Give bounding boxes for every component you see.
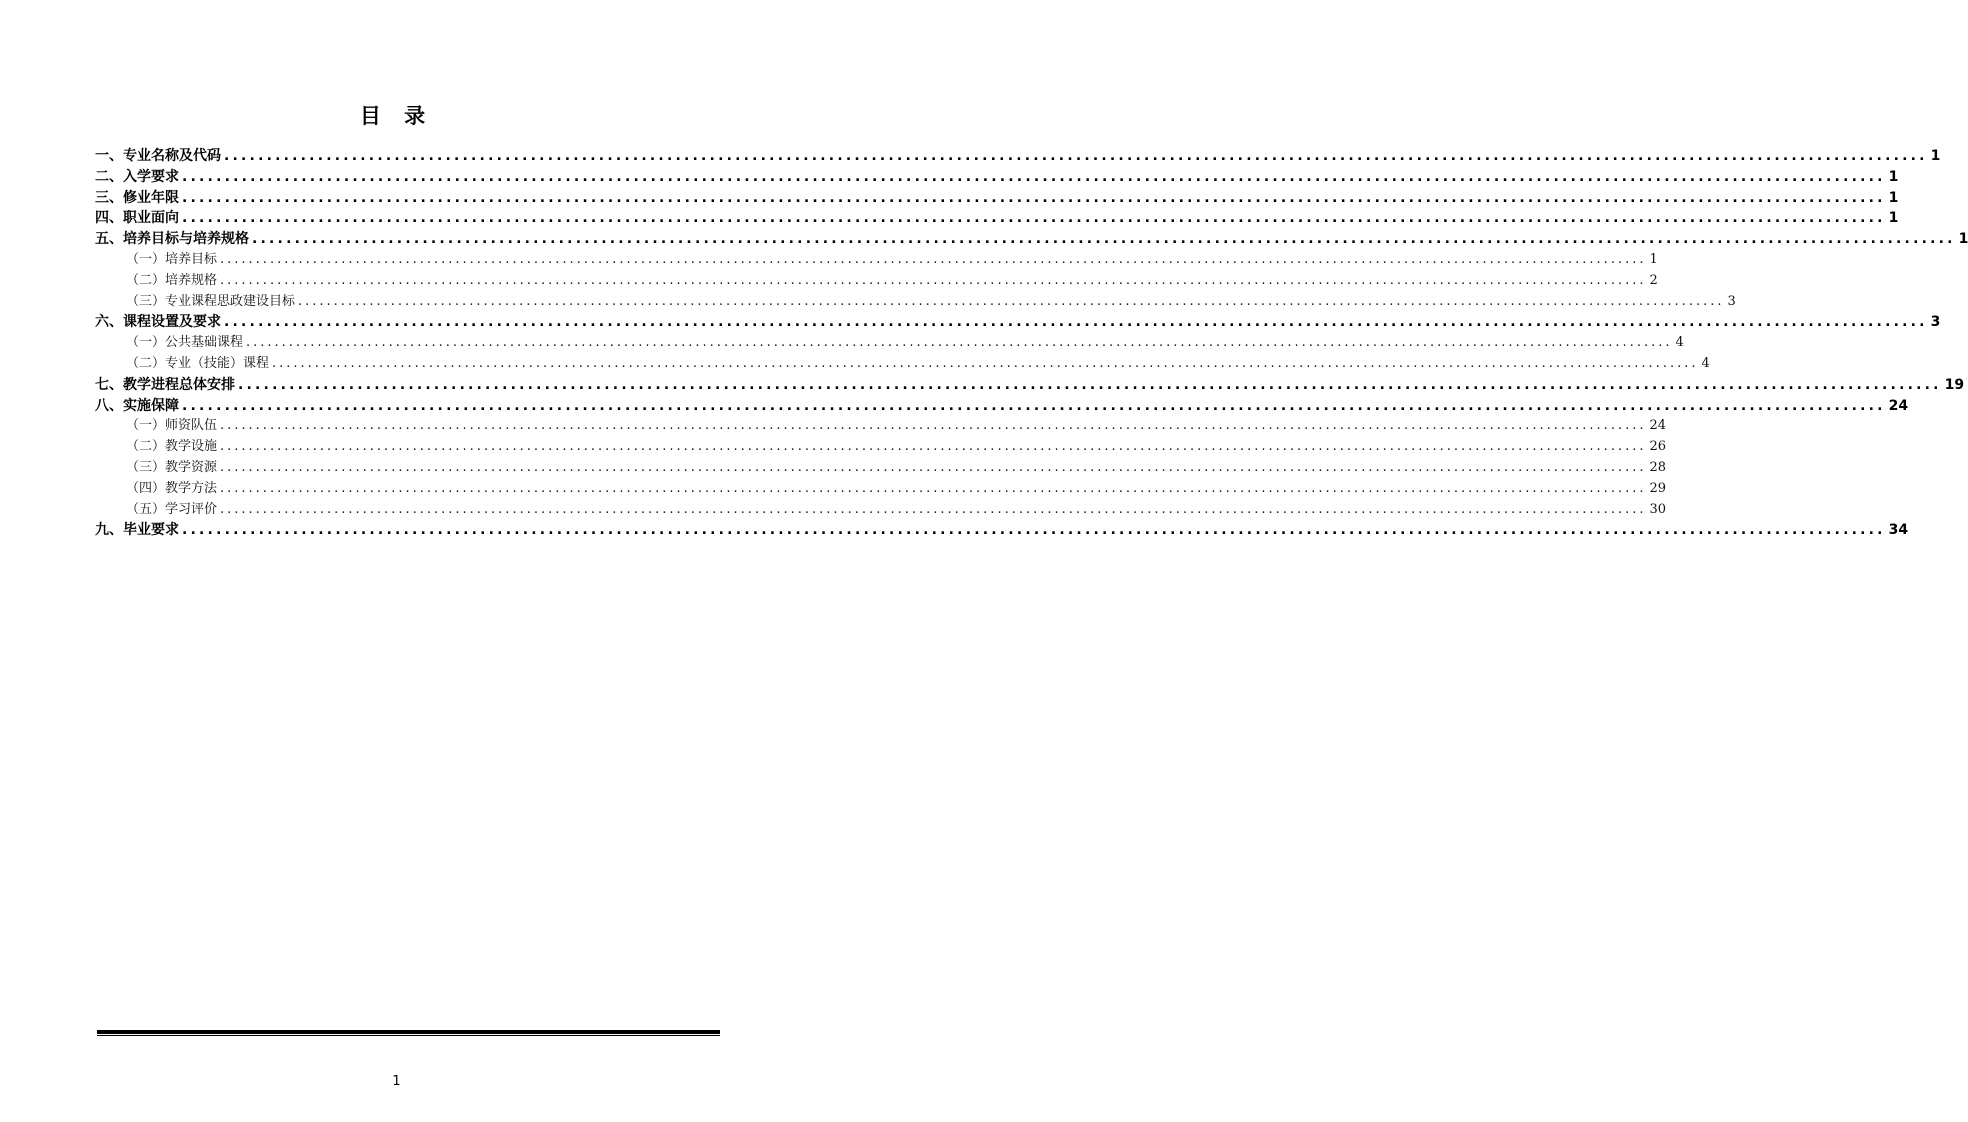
toc-entry[interactable] [95,188,1899,209]
toc-dot-leader: ........................................................................................................................................................................................................ [220,272,1647,288]
toc-entry-label: 五、培养目标与培养规格 [95,231,249,248]
toc-entry-page: 1 [1888,210,1899,227]
table-of-contents [95,146,1968,541]
toc-entry[interactable] [95,208,1899,229]
toc-entry-page: 1 [1649,251,1658,267]
page-number: 1 [392,1074,401,1089]
toc-dot-leader: ........................................................................................................................................................................................................ [182,522,1886,539]
toc-entry[interactable] [95,500,1667,521]
toc-dot-leader: ........................................................................................................................................................................................................ [224,314,1928,331]
toc-entry-page: 29 [1649,480,1667,496]
toc-entry-page: 1 [1958,231,1968,248]
toc-dot-leader: ........................................................................................................................................................................................................ [182,210,1886,227]
toc-entry[interactable] [95,312,1941,333]
toc-entry-page: 3 [1727,293,1736,309]
toc-entry[interactable] [95,146,1941,167]
toc-entry-label: 八、实施保障 [95,397,179,414]
toc-dot-leader: ........................................................................................................................................................................................................ [252,231,1956,248]
toc-entry-label: 三、修业年限 [95,189,179,206]
toc-dot-leader: ........................................................................................................................................................................................................ [224,148,1928,164]
toc-entry[interactable] [95,271,1658,292]
toc-entry-label: （四）教学方法 [126,480,218,496]
toc-entry[interactable] [95,396,1909,417]
toc-entry-page: 4 [1701,355,1710,371]
toc-entry[interactable] [95,437,1667,458]
toc-dot-leader: ........................................................................................................................................................................................................ [298,293,1725,309]
toc-entry-label: （五）学习评价 [126,501,218,517]
toc-entry-page: 28 [1649,459,1667,475]
toc-entry-label: （三）专业课程思政建设目标 [126,293,296,309]
toc-entry-label: （一）培养目标 [126,251,218,267]
toc-entry-label: （三）教学资源 [126,459,218,475]
toc-entry-page: 1 [1930,148,1941,164]
toc-entry[interactable] [95,167,1899,188]
toc-entry-label: （二）教学设施 [126,439,218,455]
toc-entry-page: 2 [1649,272,1658,288]
toc-entry-page: 24 [1888,397,1909,414]
toc-dot-leader: ........................................................................................................................................................................................................ [182,397,1886,414]
toc-entry-label: （一）师资队伍 [126,418,218,434]
toc-entry-label: 七、教学进程总体安排 [95,376,235,393]
toc-entry[interactable] [95,229,1968,250]
toc-entry-label: （二）培养规格 [126,272,218,288]
toc-dot-leader: ........................................................................................................................................................................................................ [220,439,1647,455]
toc-entry-page: 1 [1888,189,1899,206]
toc-dot-leader: ........................................................................................................................................................................................................ [220,251,1647,267]
toc-entry-label: （一）公共基础课程 [126,335,244,351]
toc-entry[interactable] [95,292,1736,313]
toc-dot-leader: ........................................................................................................................................................................................................ [220,459,1647,475]
toc-entry-page: 3 [1930,314,1941,331]
toc-dot-leader: ........................................................................................................................................................................................................ [182,168,1886,185]
toc-dot-leader: ........................................................................................................................................................................................................ [272,355,1699,371]
toc-entry[interactable] [95,416,1667,437]
toc-entry-page: 24 [1649,418,1667,434]
toc-entry-page: 30 [1649,501,1667,517]
toc-entry[interactable] [95,375,1965,396]
toc-dot-leader: ........................................................................................................................................................................................................ [220,501,1647,517]
toc-entry-label: 九、毕业要求 [95,522,179,539]
toc-entry-label: 二、入学要求 [95,168,179,185]
toc-entry-label: 六、课程设置及要求 [95,314,221,331]
toc-entry-page: 34 [1888,522,1909,539]
toc-entry[interactable] [95,333,1684,354]
toc-dot-leader: ........................................................................................................................................................................................................ [220,418,1647,434]
toc-entry[interactable] [95,520,1909,541]
toc-dot-leader: ........................................................................................................................................................................................................ [246,335,1673,351]
toc-entry[interactable] [95,250,1658,271]
toc-entry-page: 4 [1675,335,1684,351]
footer-divider [97,1030,720,1036]
toc-title: 目 录 [359,104,434,128]
toc-entry-label: 四、职业面向 [95,210,179,227]
toc-entry-page: 19 [1944,376,1965,393]
toc-entry-label: 一、专业名称及代码 [95,148,221,164]
toc-dot-leader: ........................................................................................................................................................................................................ [220,480,1647,496]
toc-entry[interactable] [95,479,1667,500]
toc-dot-leader: ........................................................................................................................................................................................................ [238,376,1942,393]
toc-entry[interactable] [95,458,1667,479]
toc-dot-leader: ........................................................................................................................................................................................................ [182,189,1886,206]
toc-entry-page: 26 [1649,439,1667,455]
toc-entry-page: 1 [1888,168,1899,185]
toc-entry[interactable] [95,354,1710,375]
toc-entry-label: （二）专业（技能）课程 [126,355,270,371]
